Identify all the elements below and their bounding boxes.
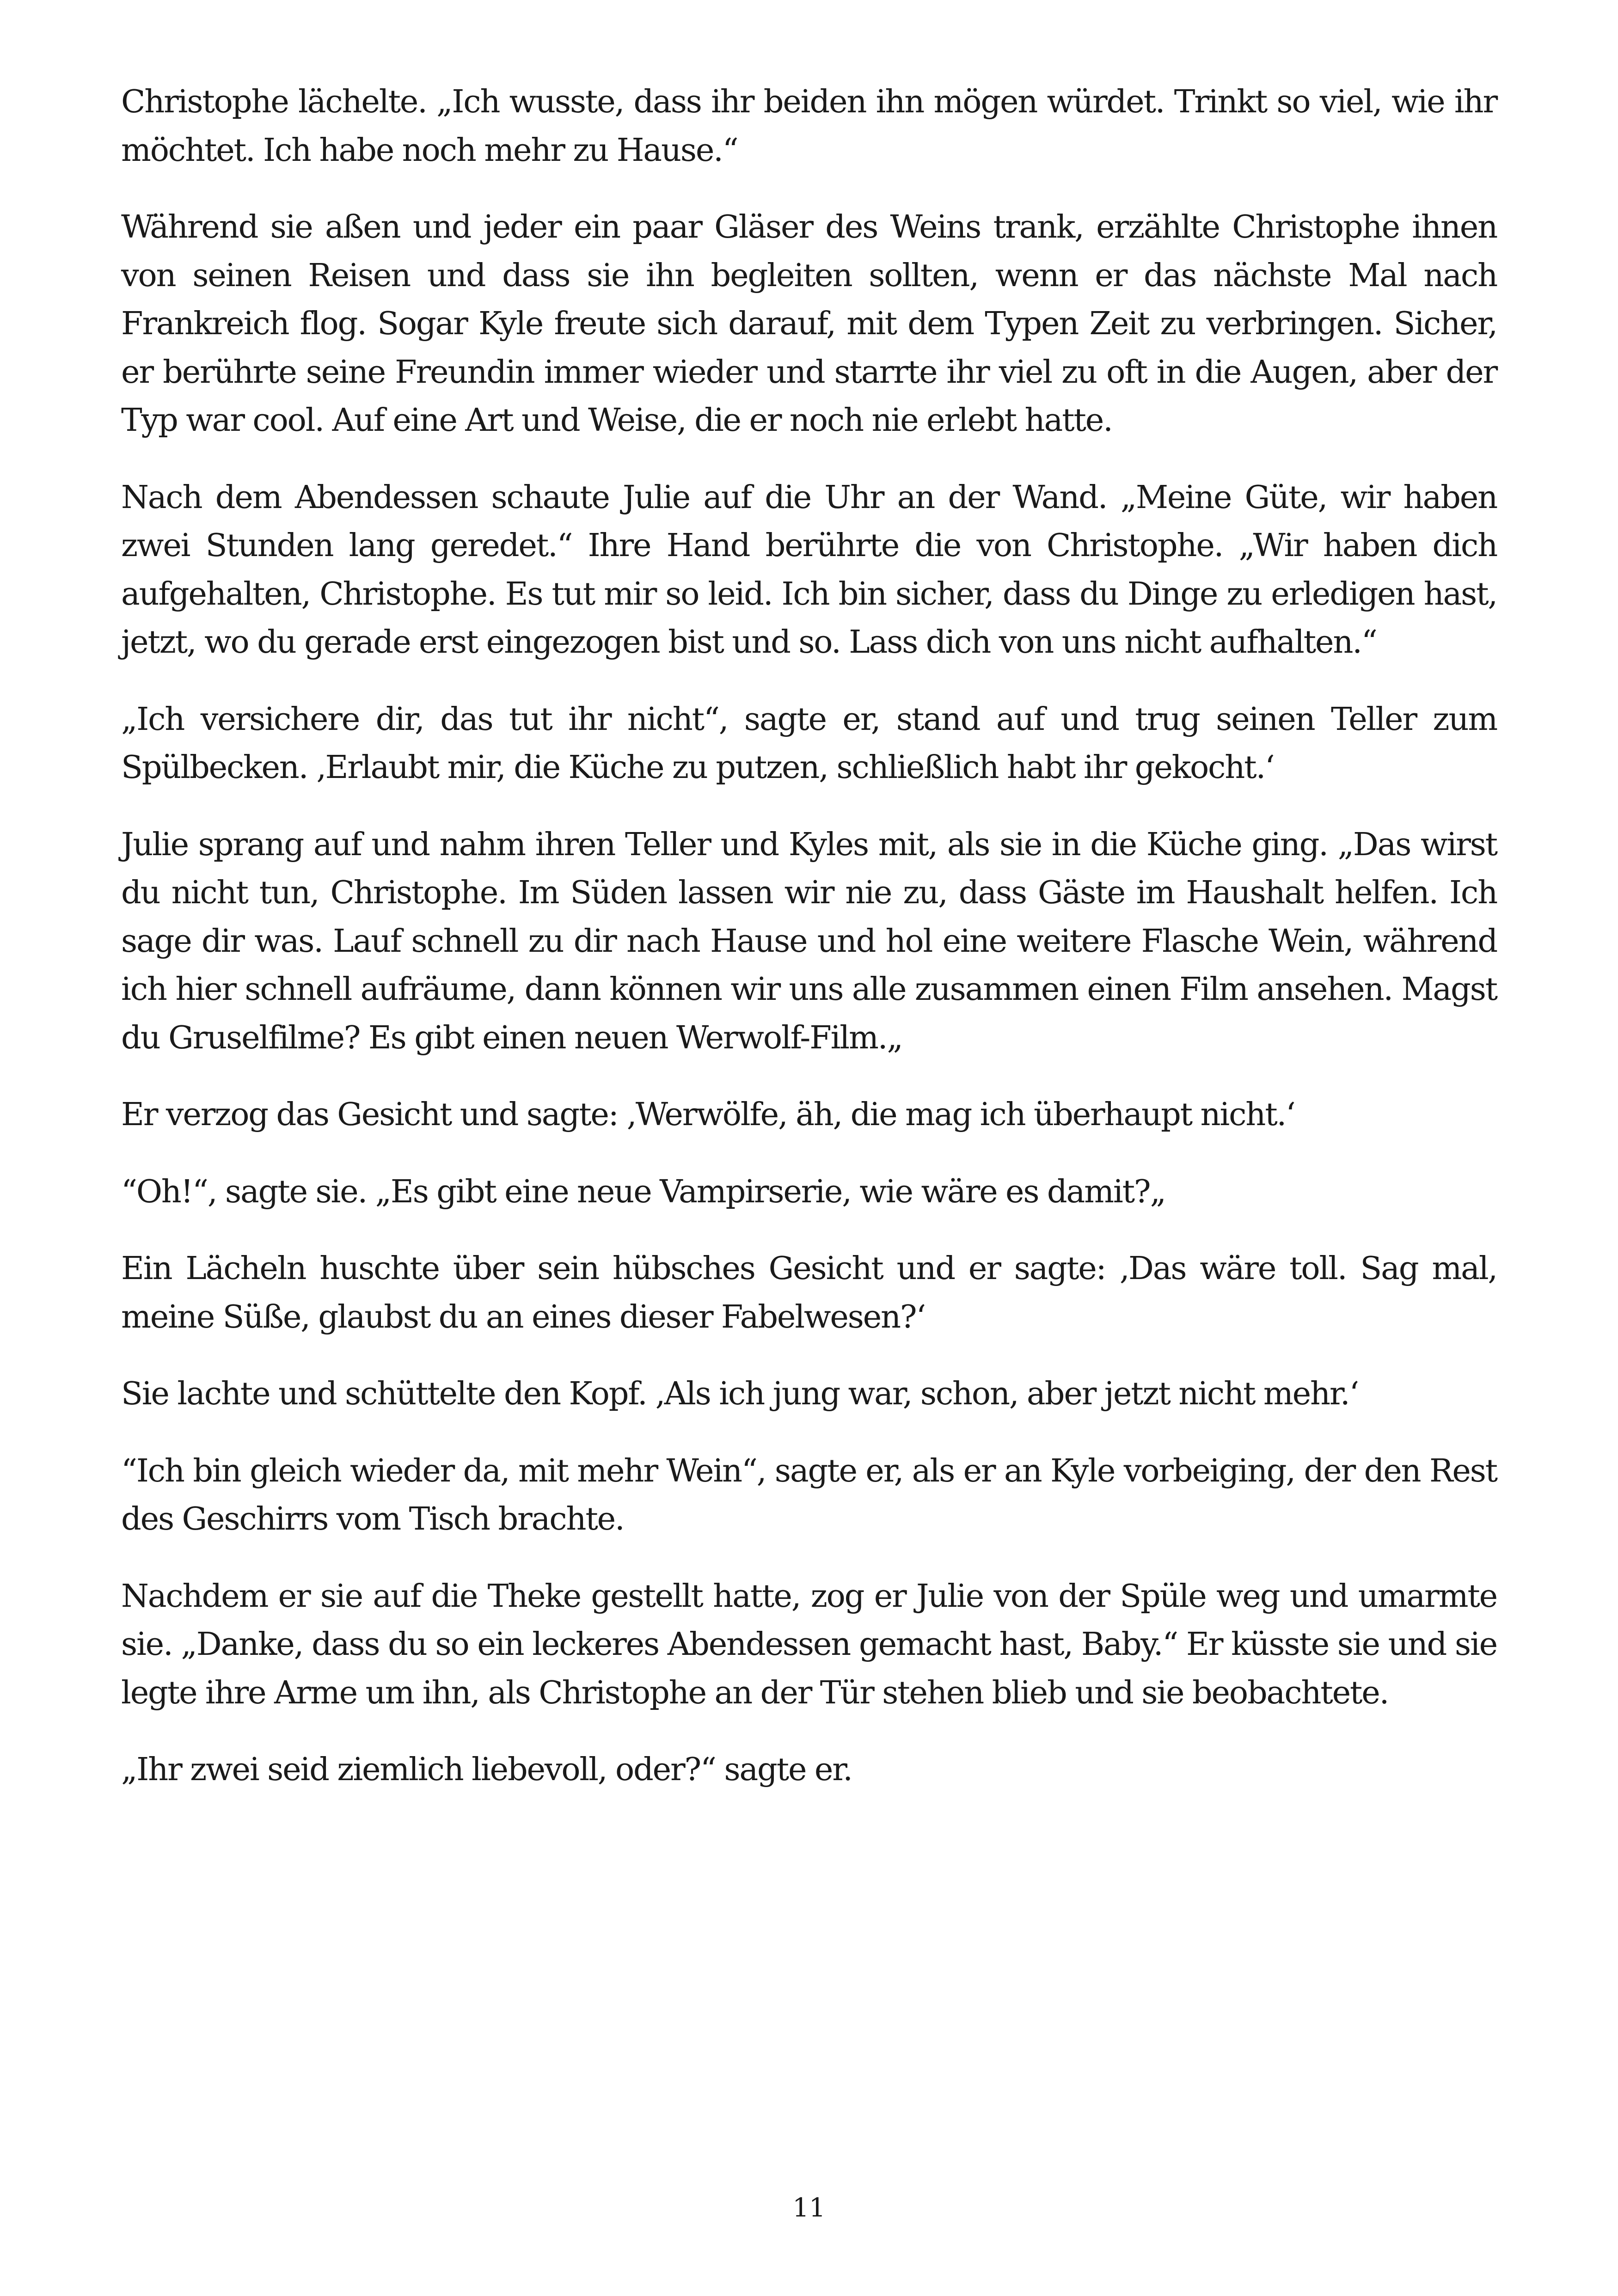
paragraph-1: Christophe lächelte. „Ich wusste, dass ihr beiden ihn mögen würdet. Trinkt so viel, wie ihr möchtet. Ich habe noch mehr zu Hause.“ — [121, 83, 1497, 169]
paragraph-9: Sie lachte und schüttelte den Kopf. ‚Als ich jung war, schon, aber jetzt nicht mehr.‘ — [121, 1375, 1359, 1412]
paragraph-4: „Ich versichere dir, das tut ihr nicht“, sagte er, stand auf und trug seinen Teller zum Spülbecken. ‚Erlaubt mir, die Küche zu putzen, schließlich habt ihr gekocht.‘ — [121, 700, 1497, 786]
paragraph-10: “Ich bin gleich wieder da, mit mehr Wein“, sagte er, als er an Kyle vorbeiging, der den Rest des Geschirrs vom Tisch brachte. — [121, 1452, 1497, 1537]
page-number: 11 — [792, 2193, 826, 2223]
paragraph-12: „Ihr zwei seid ziemlich liebevoll, oder?“ sagte er. — [121, 1751, 852, 1788]
paragraph-2: Während sie aßen und jeder ein paar Gläser des Weins trank, erzählte Christophe ihnen von seinen Reisen und dass sie ihn begleiten sollten, wenn er das nächste Mal nach Frankreich flog. Sogar Kyle freute sich darauf, mit dem Typen Zeit zu verbringen. Sicher, er berührte seine Freundin immer wieder und starrte ihr viel zu oft in die Augen, aber der Typ war cool. Auf eine Art und Weise, die er noch nie erlebt hatte. — [121, 208, 1497, 439]
paragraph-11: Nachdem er sie auf die Theke gestellt hatte, zog er Julie von der Spüle weg und umarmte sie. „Danke, dass du so ein leckeres Abendessen gemacht hast, Baby.“ Er küsste sie und sie legte ihre Arme um ihn, als Christophe an der Tür stehen blieb und sie beobachtete. — [121, 1577, 1497, 1711]
paragraph-3: Nach dem Abendessen schaute Julie auf die Uhr an der Wand. „Meine Güte, wir haben zwei Stunden lang geredet.“ Ihre Hand berührte die von Christophe. „Wir haben dich aufgehalten, Christophe. Es tut mir so leid. Ich bin sicher, dass du Dinge zu erledigen hast, jetzt, wo du gerade erst eingezogen bist und so. Lass dich von uns nicht aufhalten.“ — [121, 478, 1497, 661]
paragraph-7: “Oh!“, sagte sie. „Es gibt eine neue Vampirserie, wie wäre es damit?„ — [121, 1173, 1165, 1210]
paragraph-6: Er verzog das Gesicht und sagte: ‚Werwölfe, äh, die mag ich überhaupt nicht.‘ — [121, 1096, 1295, 1133]
body-text — [121, 78, 1497, 1823]
paragraph-8: Ein Lächeln huschte über sein hübsches Gesicht und er sagte: ‚Das wäre toll. Sag mal, meine Süße, glaubst du an eines dieser Fabelwesen?‘ — [121, 1250, 1497, 1335]
paragraph-5: Julie sprang auf und nahm ihren Teller und Kyles mit, als sie in die Küche ging. „Das wirst du nicht tun, Christophe. Im Süden lassen wir nie zu, dass Gäste im Haushalt helfen. Ich sage dir was. Lauf schnell zu dir nach Hause und hol eine weitere Flasche Wein, während ich hier schnell aufräume, dann können wir uns alle zusammen einen Film ansehen. Magst du Gruselfilme? Es gibt einen neuen Werwolf-Film.„ — [121, 826, 1497, 1056]
